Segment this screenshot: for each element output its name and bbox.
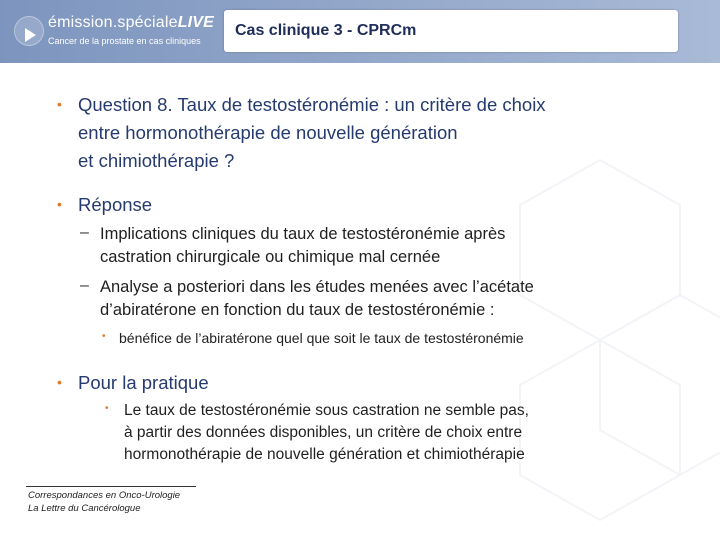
footer-line-2: La Lettre du Cancérologue: [28, 503, 141, 514]
footer-credits: [28, 489, 180, 515]
reponse-item-1-line-1: Implications cliniques du taux de testostéronémie après: [100, 225, 506, 243]
logo-title: émission.spécialeLIVE: [48, 14, 215, 31]
slide-title: Cas clinique 3 - CPRCm: [235, 22, 417, 39]
sub-bullet-icon: •: [102, 331, 106, 342]
dash-icon: –: [80, 277, 89, 294]
footer-divider: [26, 486, 196, 487]
question-line-2: entre hormonothérapie de nouvelle génération: [78, 122, 458, 143]
bullet-icon: •: [57, 196, 62, 212]
sub-bullet-icon: •: [105, 403, 109, 414]
logo-subtitle: Cancer de la prostate en cas cliniques: [48, 36, 201, 46]
reponse-sub-item: bénéfice de l’abiratérone quel que soit le taux de testostéronémie: [119, 330, 524, 346]
dash-icon: –: [80, 224, 89, 241]
pratique-line-3: hormonothérapie de nouvelle génération et chimiothérapie: [124, 446, 525, 463]
reponse-item-2-line-2: d’abiratérone en fonction du taux de testostéronémie :: [100, 301, 495, 319]
pratique-line-2: à partir des données disponibles, un critère de choix entre: [124, 424, 523, 441]
footer-line-1: Correspondances en Onco-Urologie: [28, 490, 181, 501]
reponse-item-1-line-2: castration chirurgicale ou chimique mal cernée: [100, 248, 441, 266]
pratique-heading: Pour la pratique: [78, 372, 209, 393]
reponse-item-2-line-1: Analyse a posteriori dans les études menées avec l’acétate: [100, 278, 534, 296]
question-line-3: et chimiothérapie ?: [78, 150, 235, 171]
pratique-line-1: Le taux de testostéronémie sous castration ne semble pas,: [124, 402, 529, 419]
question-line-1: Question 8. Taux de testostéronémie : un critère de choix: [78, 94, 546, 115]
reponse-heading: Réponse: [78, 194, 153, 215]
bullet-icon: •: [57, 374, 62, 390]
bullet-icon: •: [57, 96, 62, 112]
